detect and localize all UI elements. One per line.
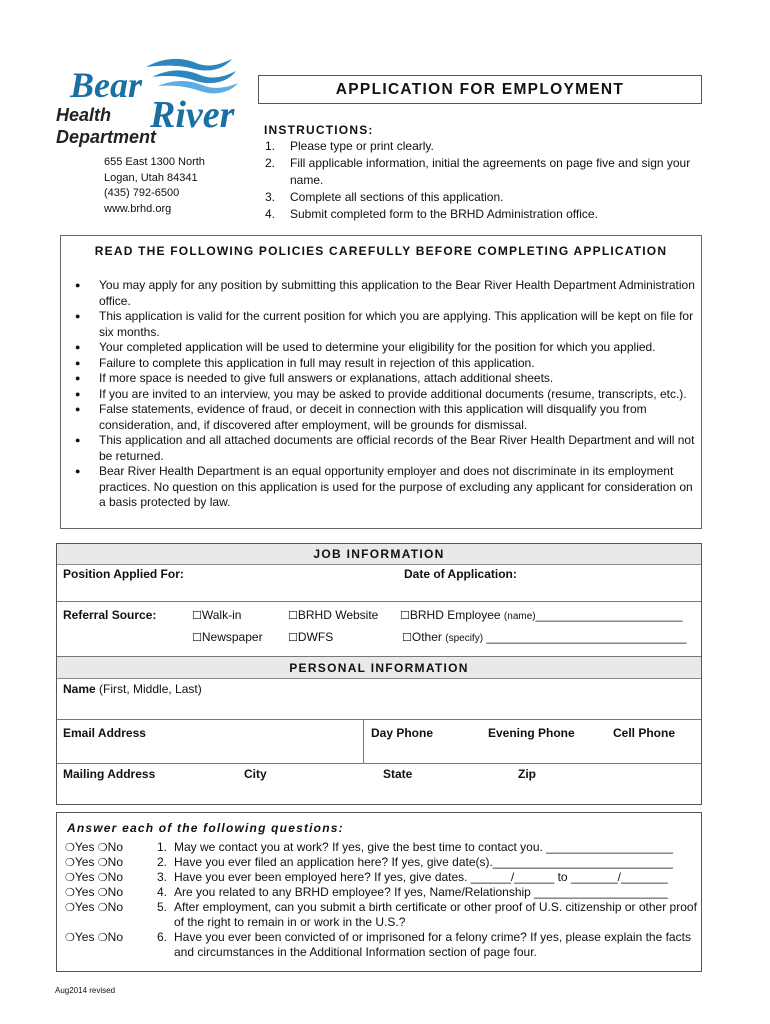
date-of-application-label: Date of Application: [404, 567, 517, 581]
no-radio[interactable]: ❍No [97, 840, 124, 854]
no-radio[interactable]: ❍No [97, 930, 124, 944]
bullet-icon: ● [75, 373, 81, 383]
other-specify-line[interactable]: ______________________________ [486, 630, 687, 644]
policies-heading: READ THE FOLLOWING POLICIES CAREFULLY BEFORE COMPLETING APPLICATION [94, 244, 668, 258]
bullet-icon: ● [75, 280, 81, 290]
mailing-address-field[interactable] [57, 783, 701, 804]
radio-circle-icon: ❍ [97, 886, 108, 899]
zip-label: Zip [518, 767, 536, 781]
checkbox-icon: ☐ [192, 609, 202, 622]
revision-footer: Aug2014 revised [55, 986, 116, 995]
radio-circle-icon: ❍ [97, 856, 108, 869]
list-item: 2. Fill applicable information, initial the agreements on page five and sign your name. [265, 156, 691, 187]
address-city: Logan, Utah 84341 [104, 171, 198, 184]
no-radio[interactable]: ❍No [97, 900, 124, 914]
divider [363, 719, 364, 763]
list-item: ● You may apply for any position by submitting this application to the Bear River Health Department Administration office. [75, 278, 695, 308]
yes-radio[interactable]: ❍Yes [65, 900, 95, 914]
position-applied-field[interactable] [57, 583, 397, 600]
list-item: 3. Complete all sections of this application. [265, 190, 504, 204]
bullet-icon: ● [75, 404, 81, 414]
day-phone-label: Day Phone [371, 726, 434, 740]
walk-in-checkbox[interactable]: ☐Walk-in [192, 608, 242, 622]
radio-circle-icon: ❍ [97, 901, 108, 914]
bullet-icon: ● [75, 388, 81, 399]
bullet-icon: ● [75, 357, 81, 368]
bear-river-logo [54, 55, 244, 150]
radio-circle-icon: ❍ [65, 931, 75, 944]
employee-name-line[interactable]: ______________________ [535, 608, 683, 622]
list-item: ● If more space is needed to give full answers or explanations, attach additional sheets. [75, 371, 554, 385]
position-applied-label: Position Applied For: [63, 567, 184, 581]
phone-fields[interactable] [365, 742, 700, 762]
logo-health: Health [56, 105, 112, 125]
list-item: ● If you are invited to an interview, you may be asked to provide additional documents (resume, transcripts, etc.). [75, 386, 687, 401]
list-item: ● False statements, evidence of fraud, or deceit in connection with this application will disqualify you from consideration, and, if discovered after employment, will be grounds for dismissal. [75, 402, 647, 432]
brhd-employee-checkbox[interactable]: ☐BRHD Employee (name)______________________ [400, 608, 683, 622]
bullet-icon: ● [75, 466, 81, 476]
address-phone: (435) 792-6500 [104, 187, 180, 199]
instructions-list [265, 138, 695, 223]
checkbox-icon: ☐ [402, 631, 412, 644]
radio-circle-icon: ❍ [65, 856, 75, 869]
radio-circle-icon: ❍ [97, 871, 108, 884]
radio-circle-icon: ❍ [65, 841, 75, 854]
bullet-icon: ● [75, 342, 81, 352]
list-item: ● This application and all attached documents are official records of the Bear River Health Department and will not be returned. [75, 433, 695, 463]
radio-circle-icon: ❍ [65, 871, 75, 884]
divider [57, 601, 701, 602]
referral-source-label: Referral Source: [63, 608, 157, 622]
address-block [104, 155, 205, 217]
page-title: APPLICATION FOR EMPLOYMENT [335, 81, 625, 98]
job-info-heading: JOB INFORMATION [57, 544, 701, 565]
list-item: 1. Please type or print clearly. [265, 139, 434, 153]
bullet-icon: ● [75, 435, 81, 445]
bullet-icon: ● [75, 311, 81, 321]
no-radio[interactable]: ❍No [97, 885, 124, 899]
policies-box [60, 235, 702, 529]
checkbox-icon: ☐ [288, 609, 298, 622]
personal-info-heading: PERSONAL INFORMATION [57, 657, 701, 679]
yes-radio[interactable]: ❍Yes [65, 870, 95, 884]
instructions-heading: INSTRUCTIONS: [264, 123, 374, 137]
divider [57, 719, 701, 720]
questions-heading: Answer each of the following questions: [67, 821, 344, 835]
name-label: Name (First, Middle, Last) [63, 682, 202, 696]
radio-circle-icon: ❍ [65, 901, 75, 914]
list-item: ● Your completed application will be used to determine your eligibility for the position for which you applied. [75, 340, 656, 354]
newspaper-checkbox[interactable]: ☐Newspaper [192, 630, 263, 644]
policies-list [75, 278, 695, 511]
title-box [258, 75, 702, 104]
email-address-field[interactable] [57, 742, 361, 762]
cell-phone-label: Cell Phone [613, 726, 676, 740]
list-item: 4. Submit completed form to the BRHD Administration office. [265, 207, 598, 221]
logo [54, 55, 244, 150]
list-item: ● Bear River Health Department is an equal opportunity employer and does not discriminate in its employment practices. No question on this application is used for the purpose of excluding any applicant for consideration on a basis protected by law. [75, 464, 693, 509]
evening-phone-label: Evening Phone [488, 726, 575, 740]
yes-radio[interactable]: ❍Yes [65, 885, 95, 899]
yes-radio[interactable]: ❍Yes [65, 855, 95, 869]
no-radio[interactable]: ❍No [97, 855, 124, 869]
logo-river: River [150, 94, 235, 136]
date-of-application-field[interactable] [400, 583, 700, 600]
name-field[interactable] [57, 698, 701, 718]
brhd-website-checkbox[interactable]: ☐BRHD Website [288, 608, 379, 622]
logo-bear: Bear [70, 65, 142, 105]
yes-radio[interactable]: ❍Yes [65, 930, 95, 944]
radio-circle-icon: ❍ [97, 841, 108, 854]
radio-circle-icon: ❍ [97, 931, 108, 944]
checkbox-icon: ☐ [192, 631, 202, 644]
mailing-address-label: Mailing Address [63, 767, 156, 781]
email-address-label: Email Address [63, 726, 146, 740]
list-item: ● This application is valid for the current position for which you are applying. This application will be kept on file for six months. [75, 309, 694, 339]
radio-circle-icon: ❍ [65, 886, 75, 899]
divider [57, 763, 701, 764]
list-item: ● Failure to complete this application in full may result in rejection of this application. [75, 355, 535, 370]
state-label: State [383, 767, 413, 781]
no-radio[interactable]: ❍No [97, 870, 124, 884]
address-street: 655 East 1300 North [104, 156, 205, 168]
checkbox-icon: ☐ [400, 609, 410, 622]
logo-department: Department [56, 127, 157, 147]
other-checkbox[interactable]: ☐Other (specify) ______________________________ [402, 630, 687, 644]
city-label: City [244, 767, 267, 781]
questions-box: Answer each of the following questions: ❍Yes ❍No 1. May we contact you at work? If yes, give the best time to contact you. ___________________ ❍Yes ❍No 2. Have you ever filed an application here? If yes, give date(s).___________________________ ❍Yes ❍No 3. Have you ever been employed here? If yes, give dates. ______/______ to _______/_______ ❍Yes ❍No 4. Are you related to any BRHD employee? If yes, Name/Relationship ____________________ ❍Yes ❍No 5. After employment, can you submit a birth certificate or other proof of U.S. citizenship or other proof of the right to remain in or work in the U.S.? ❍Yes ❍No 6. Have you ever been convicted of or imprisoned for a felony crime? If yes, please explain the facts and circumstances in the Additional Information section of page four. [56, 812, 702, 972]
address-website: www.brhd.org [104, 202, 172, 215]
yes-radio[interactable]: ❍Yes [65, 840, 95, 854]
checkbox-icon: ☐ [288, 631, 298, 644]
dwfs-checkbox[interactable]: ☐DWFS [288, 630, 334, 644]
